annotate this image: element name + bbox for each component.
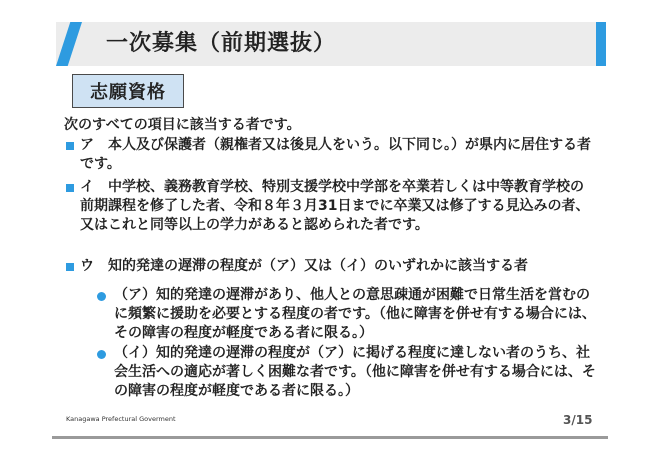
section-label: 志願資格 [72, 74, 184, 108]
footer-divider [52, 436, 608, 439]
page-number: 3/15 [563, 413, 593, 427]
round-bullet-icon [97, 350, 106, 359]
square-bullet-icon [66, 142, 74, 150]
list-item: イ 中学校、義務教育学校、特別支援学校中学部を卒業若しくは中等教育学校の前期課程を修了した者、令和８年３月31日までに卒業又は修了する見込みの者、又はこれと同等以上の学力があると認められた者です。 [80, 179, 590, 233]
list-item: ウ 知的発達の遅滞の程度が（ア）又は（イ）のいずれかに該当する者 [80, 258, 528, 274]
square-bullet-icon [66, 263, 74, 271]
sub-list-item: （イ）知的発達の遅滞の程度が（ア）に掲げる程度に達しない者のうち、社会生活への適応が著しく困難な者です。（他に障害を併せ有する場合には、その障害の程度が軽度である者に限る。） [114, 345, 596, 399]
footer-organization: Kanagawa Prefectural Goverment [66, 415, 176, 423]
sub-list-item: （ア）知的発達の遅滞があり、他人との意思疎通が困難で日常生活を営むのに頻繁に援助を必要とする程度の者です。（他に障害を併せ有する場合には、その障害の程度が軽度である者に限る。） [114, 287, 596, 341]
round-bullet-icon [97, 292, 106, 301]
intro-text: 次のすべての項目に該当する者です。 [64, 117, 301, 133]
title-accent-bar [596, 22, 606, 66]
square-bullet-icon [66, 184, 74, 192]
slide-title: 一次募集（前期選抜） [106, 31, 337, 56]
list-item: ア 本人及び保護者（親権者又は後見人をいう。以下同じ。）が県内に居住する者です。 [80, 137, 591, 172]
